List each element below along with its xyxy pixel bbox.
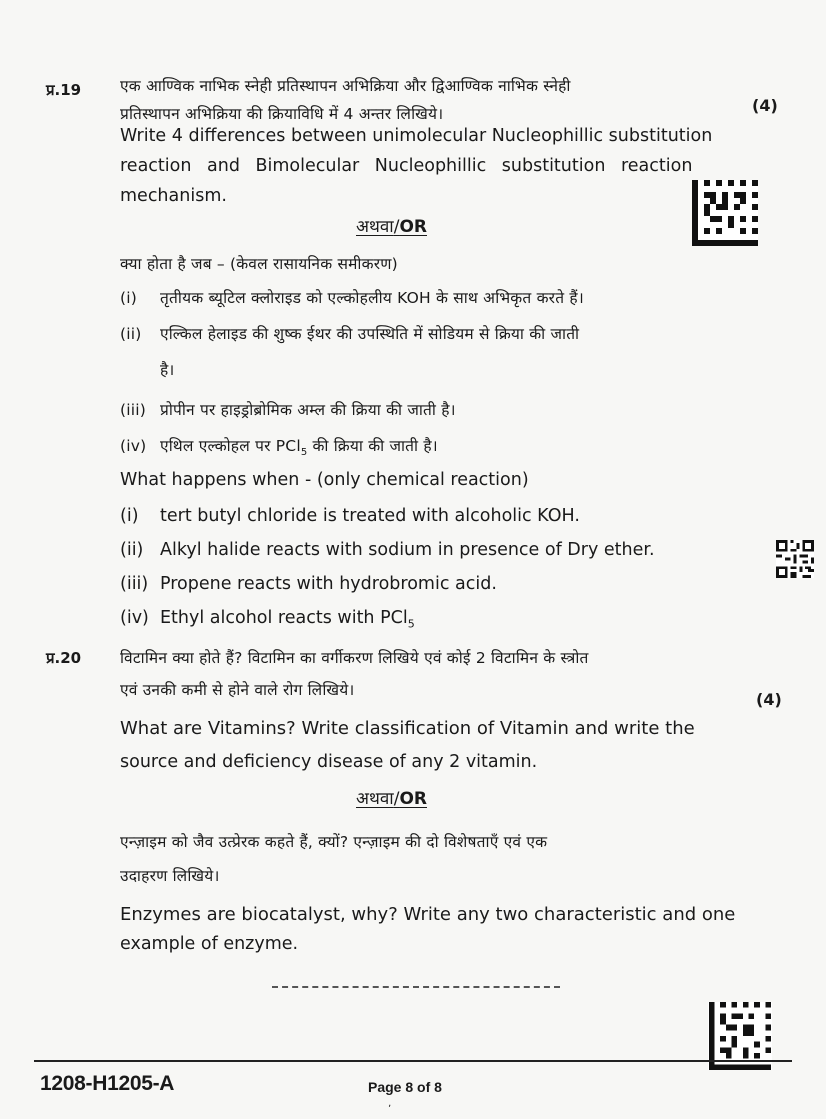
q19-alt-english-item-1 bbox=[120, 506, 580, 526]
item-subscript: 5 bbox=[407, 617, 415, 631]
q19-alt-intro-hindi: क्या होता है जब – (केवल रासायनिक समीकरण) bbox=[120, 255, 398, 273]
item-number: (ii) bbox=[120, 325, 142, 343]
q20-alt-english-line2: example of enzyme. bbox=[120, 934, 299, 954]
item-number: (i) bbox=[120, 289, 138, 307]
q19-alt-intro-english: What happens when - (only chemical reaction) bbox=[120, 470, 529, 490]
item-number: (i) bbox=[120, 506, 139, 526]
q19-alt-english-item-2 bbox=[120, 540, 655, 560]
end-dashed-line bbox=[272, 986, 560, 988]
or-english: OR bbox=[399, 217, 427, 237]
or-hindi: अथवा bbox=[356, 789, 394, 809]
q19-english-line1: Write 4 differences between unimolecular Nucleophillic substitution bbox=[120, 126, 713, 146]
q19-hindi-line1: एक आण्विक नाभिक स्नेही प्रतिस्थापन अभिक्रिया और द्विआण्विक नाभिक स्नेही bbox=[120, 77, 571, 95]
item-number: (iii) bbox=[120, 574, 149, 594]
q19-alt-hindi-item-2 bbox=[120, 322, 579, 344]
q19-hindi-line2: प्रतिस्थापन अभिक्रिया की क्रियाविधि में 4 अन्तर लिखिये। bbox=[120, 105, 444, 123]
item-tail: की क्रिया की जाती है। bbox=[307, 437, 438, 455]
paper-code: 1208-H1205-A bbox=[40, 1072, 175, 1095]
item-text: तृतीयक ब्यूटिल क्लोराइड को एल्कोहलीय KOH के साथ अभिकृत करते हैं। bbox=[160, 289, 584, 307]
item-subscript: 5 bbox=[300, 447, 308, 459]
item-number: (iii) bbox=[120, 401, 147, 419]
q19-alt-hindi-item-3 bbox=[120, 398, 456, 420]
item-number: (ii) bbox=[120, 540, 144, 560]
q19-alt-english-item-4 bbox=[120, 608, 415, 631]
item-text: tert butyl chloride is treated with alcoholic KOH. bbox=[160, 506, 580, 526]
q20-hindi-line2: एवं उनकी कमी से होने वाले रोग लिखिये। bbox=[120, 681, 355, 699]
q20-alt-hindi-line1: एन्ज़ाइम को जैव उत्प्रेरक कहते हैं, क्यों? एन्ज़ाइम की दो विशेषताएँ एवं एक bbox=[120, 833, 548, 851]
q20-alt-english-line1: Enzymes are biocatalyst, why? Write any two characteristic and one bbox=[120, 904, 736, 925]
q20-or-separator bbox=[356, 786, 427, 809]
item-text: एथिल एल्कोहल पर PCl bbox=[160, 437, 301, 455]
or-slash: / bbox=[393, 217, 400, 237]
bottom-tick-mark: ʼ bbox=[388, 1104, 392, 1115]
q19-alt-hindi-item-2-cont: है। bbox=[160, 361, 175, 379]
q19-alt-hindi-item-4 bbox=[120, 434, 438, 458]
footer-rule bbox=[34, 1060, 792, 1062]
q19-alt-hindi-item-1 bbox=[120, 286, 584, 308]
q19-marks: (4) bbox=[752, 96, 778, 115]
q20-english-line2: source and deficiency disease of any 2 vitamin. bbox=[120, 752, 538, 772]
qr-code-middle bbox=[776, 540, 814, 578]
page-number: Page 8 of 8 bbox=[368, 1079, 442, 1095]
q19-english-line2: reaction and Bimolecular Nucleophillic substitution reaction bbox=[120, 156, 693, 176]
q19-english-line3: mechanism. bbox=[120, 186, 227, 206]
q20-english-line1: What are Vitamins? Write classification of Vitamin and write the bbox=[120, 718, 695, 739]
item-number: (iv) bbox=[120, 437, 147, 455]
q20-alt-hindi-line2: उदाहरण लिखिये। bbox=[120, 867, 220, 885]
datamatrix-code-top bbox=[692, 180, 758, 246]
or-english: OR bbox=[399, 789, 427, 809]
question-number-20: प्र.20 bbox=[46, 649, 82, 667]
item-text: प्रोपीन पर हाइड्रोब्रोमिक अम्ल की क्रिया की जाती है। bbox=[160, 401, 456, 419]
or-hindi: अथवा bbox=[356, 217, 394, 237]
q19-alt-english-item-3 bbox=[120, 574, 497, 594]
item-text: Alkyl halide reacts with sodium in presence of Dry ether. bbox=[160, 540, 655, 560]
item-text: Ethyl alcohol reacts with PCl bbox=[160, 608, 408, 628]
q20-hindi-line1: विटामिन क्या होते हैं? विटामिन का वर्गीकरण लिखिये एवं कोई 2 विटामिन के स्त्रोत bbox=[120, 649, 589, 667]
item-number: (iv) bbox=[120, 608, 149, 628]
question-number-19: प्र.19 bbox=[46, 81, 82, 99]
item-text: Propene reacts with hydrobromic acid. bbox=[160, 574, 497, 594]
q20-marks: (4) bbox=[756, 690, 782, 709]
q19-or-separator bbox=[356, 214, 427, 237]
or-slash: / bbox=[393, 789, 400, 809]
item-text: एल्किल हेलाइड की शुष्क ईथर की उपस्थिति में सोडियम से क्रिया की जाती bbox=[160, 325, 580, 343]
